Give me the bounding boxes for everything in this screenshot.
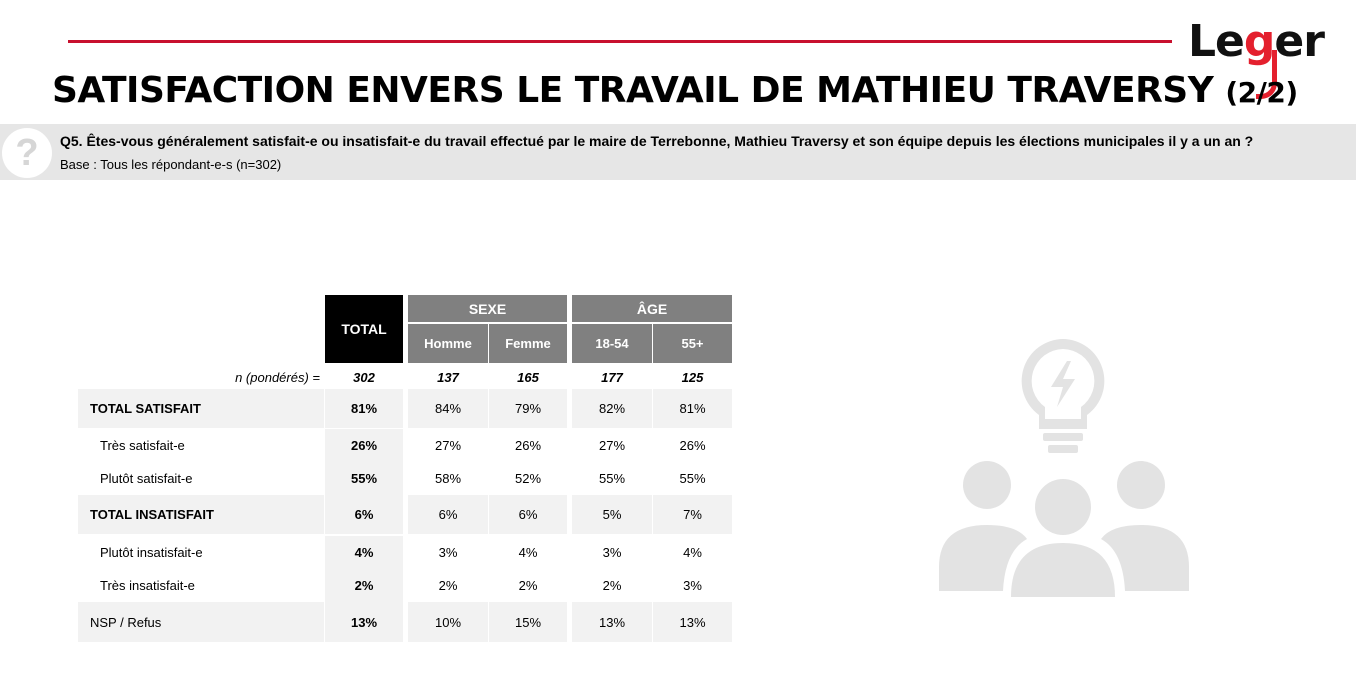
row-value: 6% (489, 495, 567, 534)
row-value: 10% (408, 602, 488, 642)
row-value: 52% (514, 471, 542, 486)
n-value: 302 (353, 369, 375, 385)
row-value: 3% (683, 578, 702, 593)
header-sub: Femme (489, 324, 567, 363)
row-value: 13% (572, 602, 652, 642)
row-value: 55% (598, 471, 626, 486)
row-value: 3% (438, 545, 458, 560)
row-value: 7% (653, 495, 732, 534)
header-rule (68, 40, 1172, 43)
row-label: TOTAL SATISFAIT (78, 389, 324, 428)
row-value: 79% (489, 389, 567, 428)
row-value: 13% (653, 602, 732, 642)
row-value: 3% (602, 545, 622, 560)
header-sub: 55+ (653, 324, 732, 363)
header-sub: Homme (408, 324, 488, 363)
header-group-age: ÂGE (572, 295, 732, 322)
header-sub: 18-54 (572, 324, 652, 363)
n-value: 177 (601, 369, 623, 385)
row-label: Très satisfait-e (100, 438, 185, 453)
row-label: NSP / Refus (78, 602, 324, 642)
page-title: SATISFACTION ENVERS LE TRAVAIL DE MATHIEU TRAVERSY (2/2) (52, 70, 1298, 111)
row-total-value: 2% (325, 569, 403, 602)
row-value: 2% (602, 578, 622, 593)
row-value: 15% (489, 602, 567, 642)
row-label: TOTAL INSATISFAIT (78, 495, 324, 534)
row-value: 27% (598, 438, 626, 453)
row-value: 6% (408, 495, 488, 534)
page-part: (2/2) (1225, 76, 1298, 109)
row-value: 27% (434, 438, 462, 453)
row-total-value: 26% (325, 429, 403, 462)
row-total-value: 55% (325, 462, 403, 495)
row-value: 26% (679, 438, 706, 453)
row-total-value: 4% (325, 536, 403, 569)
row-total-value: 6% (325, 495, 403, 534)
header-total: TOTAL (325, 295, 403, 363)
row-total-value: 13% (325, 602, 403, 642)
row-value: 2% (438, 578, 458, 593)
row-total-value: 81% (325, 389, 403, 428)
question-base: Base : Tous les répondant-e-s (n=302) (60, 157, 282, 172)
question-mark-icon: ? (2, 128, 52, 178)
row-value: 2% (518, 578, 538, 593)
n-value: 137 (437, 369, 459, 385)
row-value: 82% (572, 389, 652, 428)
row-label: Très insatisfait-e (100, 578, 195, 593)
row-value: 81% (653, 389, 732, 428)
row-label: Plutôt satisfait-e (100, 471, 193, 486)
n-label: n (pondérés) = (235, 369, 320, 385)
row-value: 4% (518, 545, 538, 560)
question-text: Q5. Êtes-vous généralement satisfait-e ou insatisfait-e du travail effectué par le maire de Terrebonne, Mathieu Traversy et son équipe depuis les élections municipales il y a un an ? (60, 133, 1254, 149)
row-value: 58% (434, 471, 462, 486)
row-value: 5% (572, 495, 652, 534)
row-value: 84% (408, 389, 488, 428)
n-value: 165 (517, 369, 539, 385)
row-value: 55% (679, 471, 706, 486)
row-value: 26% (514, 438, 542, 453)
n-value: 125 (681, 369, 704, 385)
header-group-sexe: SEXE (408, 295, 567, 322)
leger-logo: Leger (1188, 14, 1324, 70)
row-value: 4% (683, 545, 702, 560)
row-label: Plutôt insatisfait-e (100, 545, 203, 560)
people-idea-icon (935, 335, 1195, 605)
